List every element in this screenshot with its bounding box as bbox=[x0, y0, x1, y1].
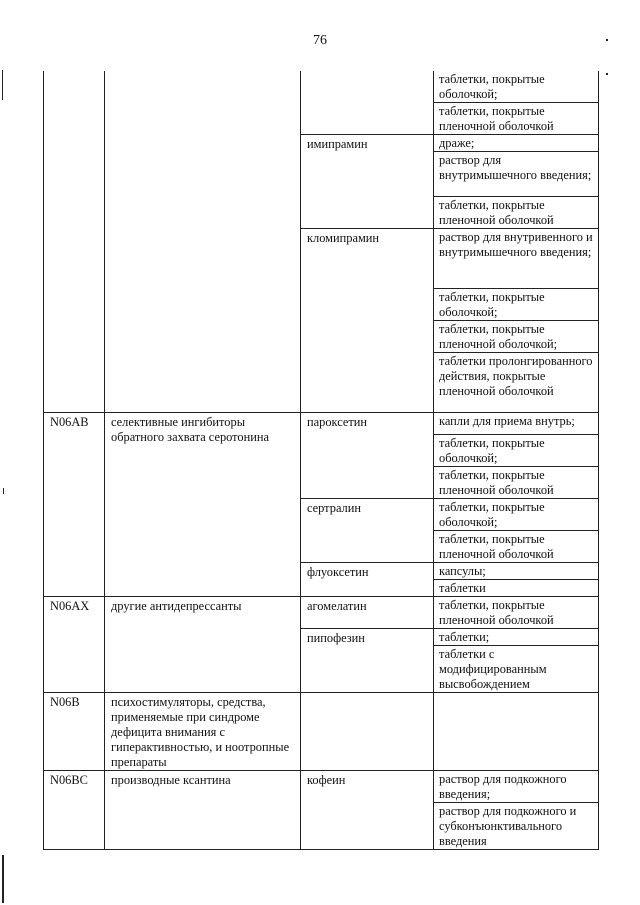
drug-name-cell: сертралин bbox=[301, 499, 434, 563]
drug-name-cell bbox=[301, 71, 434, 135]
atc-code-cell: N06BC bbox=[44, 771, 105, 850]
dosage-form-cell: раствор для внутримышечного введения; bbox=[434, 152, 599, 197]
dosage-form-cell: таблетки, покрытые пленочной оболочкой bbox=[434, 597, 599, 629]
dosage-form-cell: капли для приема внутрь; bbox=[434, 413, 599, 435]
dosage-form-cell: капсулы; bbox=[434, 563, 599, 580]
dosage-form-cell: таблетки bbox=[434, 580, 599, 597]
drug-name-cell: пароксетин bbox=[301, 413, 434, 499]
dosage-form-cell: таблетки, покрытые пленочной оболочкой bbox=[434, 103, 599, 135]
dosage-form-cell: драже; bbox=[434, 135, 599, 152]
dosage-form-cell: раствор для внутривенного и внутримышечного введения; bbox=[434, 229, 599, 289]
drug-table bbox=[43, 71, 599, 850]
dosage-form-cell: таблетки с модифицированным высвобождением bbox=[434, 646, 599, 693]
group-name-cell: психостимуляторы, средства, применяемые при синдроме дефицита внимания с гиперактивностью, и ноотропные препараты bbox=[105, 693, 301, 771]
dosage-form-cell bbox=[434, 693, 599, 771]
page-number: 76 bbox=[313, 33, 327, 48]
dosage-form-cell: раствор для подкожного введения; bbox=[434, 771, 599, 803]
drug-name-cell: кломипрамин bbox=[301, 229, 434, 413]
table-row bbox=[44, 693, 599, 771]
drug-name-cell: кофеин bbox=[301, 771, 434, 850]
dosage-form-cell: таблетки пролонгированного действия, покрытые пленочной оболочкой bbox=[434, 353, 599, 413]
scan-mark-top-left bbox=[2, 70, 3, 100]
drug-name-cell bbox=[301, 693, 434, 771]
dosage-form-cell: раствор для подкожного и субконъюнктивального введения bbox=[434, 803, 599, 850]
table-row bbox=[44, 71, 599, 103]
drug-name-cell: флуоксетин bbox=[301, 563, 434, 597]
scan-mark-mid-left bbox=[3, 488, 4, 494]
atc-code-cell: N06B bbox=[44, 693, 105, 771]
atc-code-cell: N06AB bbox=[44, 413, 105, 597]
dosage-form-cell: таблетки, покрытые пленочной оболочкой bbox=[434, 197, 599, 229]
table-row bbox=[44, 413, 599, 435]
dosage-form-cell: таблетки; bbox=[434, 629, 599, 646]
scan-mark-right bbox=[606, 73, 608, 75]
table-row bbox=[44, 597, 599, 629]
scan-mark-top-right bbox=[606, 39, 608, 41]
group-name-cell: селективные ингибиторы обратного захвата серотонина bbox=[105, 413, 301, 597]
scan-mark-bottom-left bbox=[2, 855, 4, 903]
dosage-form-cell: таблетки, покрытые пленочной оболочкой; bbox=[434, 321, 599, 353]
dosage-form-cell: таблетки, покрытые пленочной оболочкой bbox=[434, 467, 599, 499]
drug-name-cell: агомелатин bbox=[301, 597, 434, 629]
dosage-form-cell: таблетки, покрытые оболочкой; bbox=[434, 289, 599, 321]
drug-name-cell: пипофезин bbox=[301, 629, 434, 693]
dosage-form-cell: таблетки, покрытые пленочной оболочкой bbox=[434, 531, 599, 563]
table-row bbox=[44, 771, 599, 803]
drug-name-cell: имипрамин bbox=[301, 135, 434, 229]
atc-code-cell bbox=[44, 71, 105, 413]
group-name-cell: производные ксантина bbox=[105, 771, 301, 850]
dosage-form-cell: таблетки, покрытые оболочкой; bbox=[434, 71, 599, 103]
group-name-cell bbox=[105, 71, 301, 413]
dosage-form-cell: таблетки, покрытые оболочкой; bbox=[434, 435, 599, 467]
dosage-form-cell: таблетки, покрытые оболочкой; bbox=[434, 499, 599, 531]
group-name-cell: другие антидепрессанты bbox=[105, 597, 301, 693]
atc-code-cell: N06AX bbox=[44, 597, 105, 693]
